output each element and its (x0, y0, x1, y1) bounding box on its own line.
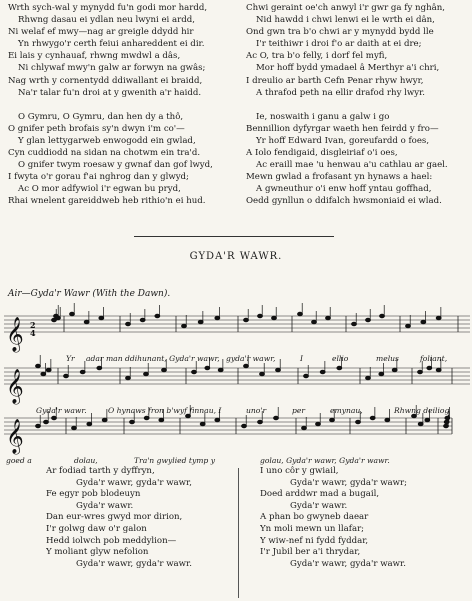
poem-line: Ac O mor adfywiol i'r egwan bu pryd, (18, 184, 181, 195)
lyric-1f: melus (376, 354, 399, 363)
poem-line: Rhwng dasau ei ydlan neu lwyni ei ardd, (18, 15, 196, 26)
lyric-2e: emynau, (330, 406, 363, 415)
poem-line: O gnifer peth brofais sy'n dwyn i'm co'— (8, 123, 185, 134)
note-head (298, 312, 303, 316)
staff-lines (4, 316, 470, 434)
note-head (72, 426, 77, 430)
note-head (276, 368, 281, 372)
note-head (56, 316, 61, 320)
music-notes (36, 303, 450, 430)
note-head (44, 420, 49, 424)
note-head (385, 418, 390, 422)
note-head (64, 374, 69, 378)
poem-line: Y wiw-nef ni fydd fyddar, (260, 535, 369, 546)
poem-line: Yn moli mewn un llafar; (260, 523, 365, 534)
lyric-3c: Tra'n gwylied tymp y (134, 456, 215, 465)
lyric-3d: golau, Gyda'r wawr, Gyda'r wawr. (260, 456, 390, 465)
note-head (97, 366, 102, 370)
note-head (352, 322, 357, 326)
poem-line: Yr hoff Edward Ivan, goreufardd o foes, (256, 135, 430, 146)
poem-line: O gnifer twym roesaw y gwnaf dan gof lwyd, (18, 160, 213, 171)
poem-line: Ei lais y cynhauaf, rhwng mwdwl a dâs, (8, 51, 181, 62)
note-head (427, 366, 432, 370)
bar-lines (58, 316, 458, 434)
note-head (304, 374, 309, 378)
note-head (302, 426, 307, 430)
poem-line: Ni welaf ef mwy—nag ar greigle ddydd hir (8, 27, 194, 38)
note-head (144, 416, 149, 420)
poem-line: Dan eur-wres gwyd mor dirion, (46, 512, 183, 523)
verse-left-column (46, 466, 236, 570)
sheet-music (0, 300, 472, 466)
note-head (87, 422, 92, 426)
lyric-1e: ellio (332, 354, 349, 363)
poem-line: Gyda'r wawr, gyda'r wawr. (76, 558, 192, 569)
note-head (366, 376, 371, 380)
note-head (366, 318, 371, 322)
note-head (444, 420, 449, 424)
left-column-verses (8, 2, 234, 208)
note-head (41, 372, 46, 376)
note-head (337, 366, 342, 370)
poem-line: Nid hawdd i chwi lenwi ei le wrth ei dân, (256, 15, 435, 26)
note-head (418, 370, 423, 374)
poem-line: Mewn gwlad a frofasant yn hynaws a hael: (246, 172, 433, 183)
poem-line: Ie, noswaith i ganu a galw i go (256, 111, 390, 122)
note-head (406, 324, 411, 328)
poem-line: Gyda'r wawr. (290, 500, 348, 511)
note-head (260, 372, 265, 376)
poem-line: Mor hoff bydd ymadael â Merthyr a'i chri, (256, 63, 440, 74)
note-head (70, 312, 75, 316)
poem-line: I dreulio ar barth Cefn Penar rhyw hwyr, (246, 75, 424, 86)
poem-line: Gyda'r wawr, gyda'r wawr, (76, 477, 192, 488)
note-head (162, 368, 167, 372)
poem-line: Ond gwn tra b'o chwi ar y mynydd bydd lle (246, 27, 434, 38)
note-head (356, 420, 361, 424)
svg-text:4: 4 (30, 328, 36, 338)
note-head (244, 364, 249, 368)
note-head (99, 316, 104, 320)
note-head (312, 320, 317, 324)
poem-line: Rhai wnelent gareiddweb heb rithio'n ei hud. (8, 196, 206, 207)
note-head (392, 368, 397, 372)
note-head (192, 370, 197, 374)
poem-line: A gwneuthur o'i enw hoff yntau goffhad, (256, 184, 432, 195)
lyric-1b: adar man ddihunant, Gyda'r wawr, (86, 354, 220, 363)
note-head (155, 314, 160, 318)
note-head (126, 376, 131, 380)
verse-right-column (260, 466, 470, 570)
note-head (444, 424, 449, 428)
note-head (258, 314, 263, 318)
poem-line: I'r teithiwr i droi f'o ar daith at ei dre; (256, 39, 422, 50)
note-head (418, 422, 423, 426)
lyric-2a: Gyda'r wawr. (36, 406, 87, 415)
poem-line: Ni chlywaf mwy'n galw ar forwyn na gwâs; (18, 63, 206, 74)
note-head (182, 324, 187, 328)
air-caption: Air—Gyda'r Wawr (With the Dawn). (8, 289, 171, 299)
note-head (130, 420, 135, 424)
note-head (445, 416, 450, 420)
note-head (144, 372, 149, 376)
poem-line: I fwyta o'r gorau f'ai nghrog dan y glwyd; (8, 172, 189, 183)
treble-clef-icon (6, 317, 24, 455)
svg-text:𝄞: 𝄞 (6, 369, 24, 404)
note-head (326, 316, 331, 320)
note-head (436, 368, 441, 372)
poem-line: Nag wrth y cornentydd ddiwallant ei braidd, (8, 75, 203, 86)
note-head (258, 420, 263, 424)
poem-line: O Gymru, O Gymru, dan hen dy a thô, (18, 111, 184, 122)
note-head (380, 314, 385, 318)
note-head (80, 370, 85, 374)
poem-line: Chwi geraint oe'ch anwyl i'r gwr ga fy nghân, (246, 3, 446, 13)
note-head (242, 424, 247, 428)
poem-line: Ac O, tra b'o felly, i dorf fel myfi, (246, 51, 388, 62)
note-head (272, 316, 277, 320)
note-head (215, 418, 220, 422)
note-head (126, 322, 131, 326)
poem-line: A Iolo fendigaid, disgleiriaf o'i oes, (246, 148, 398, 159)
note-head (36, 364, 41, 368)
lyric-1c: gyda'r wawr, (226, 354, 276, 363)
note-head (320, 370, 325, 374)
note-head (421, 320, 426, 324)
note-head (200, 422, 205, 426)
song-title: GYDA'R WAWR. (189, 251, 283, 262)
note-head (330, 418, 335, 422)
poem-line (8, 99, 234, 111)
poem-line: Bennillion dyfyrgar waeth hen feirdd y fro— (246, 123, 439, 134)
poem-line: A phan bo gwyneb daear (260, 512, 369, 523)
section-rule (134, 236, 334, 237)
right-column-verses (246, 2, 470, 208)
note-head (436, 316, 441, 320)
poem-line: Hedd iolwch pob meddylion— (46, 535, 177, 546)
note-head (316, 422, 321, 426)
note-head (215, 316, 220, 320)
svg-text:2: 2 (30, 320, 36, 330)
poem-line: Gyda'r wawr. (76, 500, 134, 511)
lyric-1a: Yr (66, 354, 75, 363)
lyric-1g: foliant, (420, 354, 448, 363)
note-head (379, 372, 384, 376)
time-signature (30, 320, 36, 338)
lyric-3a: goed a (6, 456, 32, 465)
note-head (159, 418, 164, 422)
poem-line: Na'r talar fu'n droi at y gwenith a'r haidd. (18, 87, 202, 98)
poem-line (246, 99, 470, 111)
poem-line: Oedd gynllun o ddifalch hwsmoniaid ei wlad. (246, 196, 442, 207)
poem-line: Wrth sych-wal y mynydd fu'n godi mor hardd, (8, 3, 208, 13)
note-head (205, 366, 210, 370)
poem-line: Gyda'r wawr, gyda'r wawr. (290, 558, 406, 569)
lyric-3b: dolau, (74, 456, 98, 465)
note-head (36, 424, 41, 428)
note-head (274, 416, 279, 420)
note-head (102, 418, 107, 422)
poem-line: Ar fodiad tarth y dyffryn, (46, 466, 155, 476)
note-head (370, 416, 375, 420)
poem-line: Fe egyr pob blodeuyn (46, 489, 141, 500)
poem-line: Ac eraill mae 'u henwau a'u cathlau ar gael. (256, 160, 448, 171)
note-head (244, 318, 249, 322)
poem-line: Doed arddwr mad a bugail, (260, 489, 380, 500)
poem-line: Yn rhwygo'r certh feiui anhareddent ei dir. (18, 39, 205, 50)
poem-line: I'r golwg daw o'r galon (46, 523, 147, 534)
lyric-2d: per (292, 406, 305, 415)
note-head (140, 318, 145, 322)
poem-line: A thrafod peth na ellir drafod rhy lwyr. (256, 87, 426, 98)
lyric-1d: I (300, 354, 303, 363)
note-head (84, 320, 89, 324)
note-head (46, 368, 51, 372)
note-head (198, 320, 203, 324)
poem-line: Gyda'r wawr, gyda'r wawr; (290, 477, 408, 488)
lyric-2f: Rhwng deiliog (394, 406, 450, 415)
lyric-2c: uno'r (246, 406, 267, 415)
poem-line: I uno côr y gwiail, (260, 466, 339, 476)
poem-line: Y moliant glyw nefolion (46, 547, 149, 558)
note-head (218, 368, 223, 372)
poem-line: Cyn cuddiodd na sidan na chotwm ein tra'd. (8, 148, 201, 159)
verse-divider (238, 468, 239, 598)
note-head (52, 416, 57, 420)
lyric-2b: O hynaws fron b'wyf finnau, I (108, 406, 222, 415)
poem-line: Y glan lettygarweb enwogodd ein gwlad, (18, 135, 196, 146)
svg-text:𝄞: 𝄞 (6, 317, 24, 352)
poem-line: I'r Jubil ber a'i thrydar, (260, 547, 361, 558)
svg-text:𝄞: 𝄞 (6, 419, 24, 454)
note-head (425, 418, 430, 422)
